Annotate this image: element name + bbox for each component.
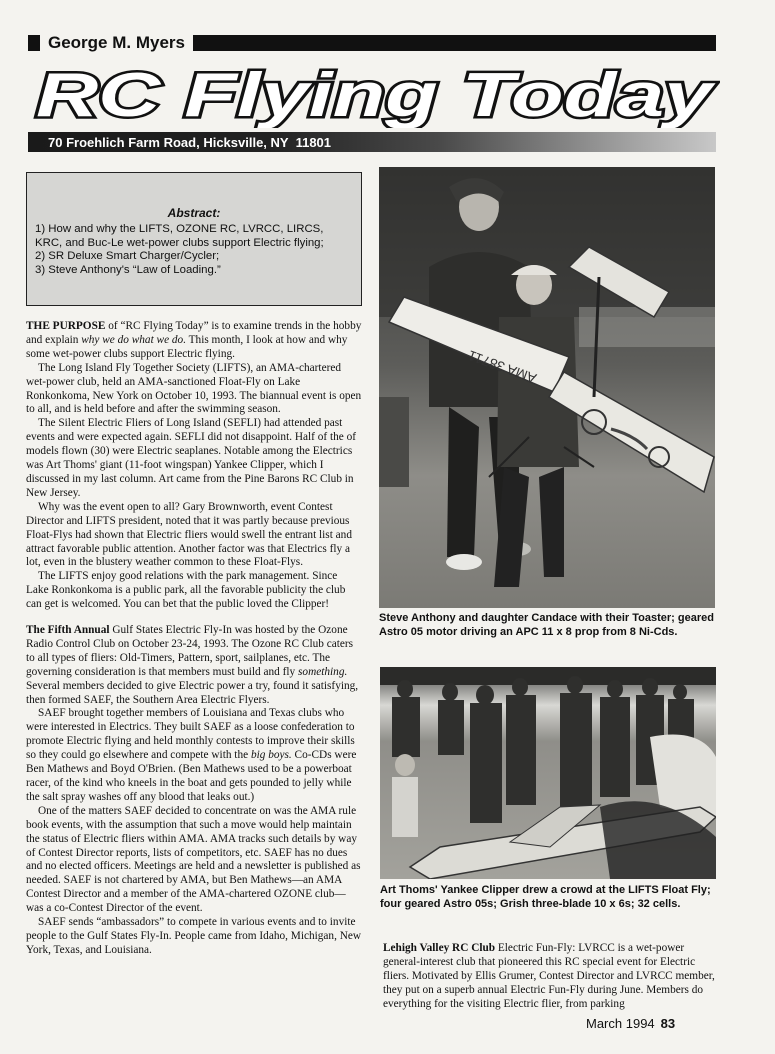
text-run: Co-CDs were Ben Mathews and Boyd O'Brien. (Ben Mathews used to be a powerboat racer, of the kind who kneels in the boat and gets pounded to jelly while the salt spray washes off any blood that leaks out.) bbox=[26, 749, 357, 803]
emphasis: big boys. bbox=[250, 749, 292, 762]
paragraph: The Silent Electric Fliers of Long Island (SEFLI) had attended past events and were expected again. SEFLI did not disappoint. Half of the of models flown (30) were Electric seaplanes. Notable among the Electrics was Art Thoms' giant (11-foot wingspan) Yankee Clipper, which I discussed in my last column. Art came from the Pine Barons RC Club in New Jersey. bbox=[26, 417, 357, 499]
lead-in: The Fifth Annual bbox=[26, 624, 110, 637]
byline-square bbox=[28, 35, 40, 51]
photo-caption: Art Thoms' Yankee Clipper drew a crowd at the LIFTS Float Fly; four geared Astro 05s; Grish three-blade 10 x 6s; 32 cells. bbox=[380, 884, 711, 910]
author-name: George M. Myers bbox=[48, 33, 185, 52]
paragraph: Why was the event open to all? Gary Brownworth, event Contest Director and LIFTS president, noted that it was partly because previous Float-Flys had shown that Electric fliers would swell the entrant list and attract favorable public attention. Another factor was that Electrics fly a lot, even in the blustery weather common to these Float-Flys. bbox=[26, 500, 352, 569]
photo-caption: Steve Anthony and daughter Candace with their Toaster; geared Astro 05 motor driving an APC 11 x 8 prop from 8 Ni-Cds. bbox=[379, 612, 714, 638]
paragraph bbox=[26, 707, 362, 804]
fuselage-registration: AMA 38711 bbox=[465, 347, 539, 387]
paragraph bbox=[383, 942, 715, 1012]
abstract-item: 2) SR Deluxe Smart Charger/Cycler; bbox=[35, 250, 220, 263]
text-run: Several members decided to give Electric power a try, found it satisfying, then formed SAEF, the Southern Area Electric Flyers. bbox=[26, 679, 359, 706]
text-run: Gulf States Electric Fly-In was hosted by the Ozone Radio Control Club on October 23-24, 1993. The Ozone RC Club caters to all types of fliers: Old-Timers, Pattern, sport, sailplanes, etc. The governing consideration is that members must build and fly bbox=[26, 624, 354, 678]
lead-in: THE PURPOSE bbox=[26, 320, 106, 332]
paragraph: One of the matters SAEF decided to concentrate on was the AMA rule book events, with the assumption that such a move would help maintain the status of Electric fliers within AMA. AMA tracks such details by way of Contest Director reports, lists of competitors, etc. SAEF has no dues and no elected officers. Meetings are held and a newsletter is published as needed. SAEF is not chartered by AMA, but Ben Mathews—an AMA Contest Director and a member of the AMA-chartered OZONE club—was a co-Contest Director of the event. bbox=[26, 804, 361, 915]
abstract-heading: Abstract: bbox=[167, 206, 221, 220]
abstract-box bbox=[26, 172, 362, 306]
article-left-column bbox=[26, 320, 362, 958]
address-text: 70 Froehlich Farm Road, Hicksville, NY 11801 bbox=[48, 134, 332, 150]
abstract-item: 3) Steve Anthony's “Law of Loading.” bbox=[35, 263, 221, 276]
paragraph: SAEF sends “ambassadors” to compete in various events and to invite people to the Gulf States Fly-In. People came from Idaho, Michigan, New York, Texas, and Louisiana. bbox=[26, 916, 362, 956]
lead-in: Lehigh Valley RC Club bbox=[383, 942, 496, 954]
byline-rule bbox=[193, 35, 716, 51]
photo-crowd bbox=[380, 667, 716, 879]
abstract-list bbox=[35, 223, 353, 277]
paragraph bbox=[26, 320, 362, 362]
issue-date: March 1994 bbox=[586, 1016, 655, 1031]
article-right-column bbox=[383, 942, 715, 1012]
spacer bbox=[26, 612, 362, 624]
emphasis: something. bbox=[298, 665, 348, 678]
text-run: of “RC Flying Today” is to examine trends in the hobby and explain bbox=[26, 320, 362, 346]
masthead-title: RC Flying Today bbox=[36, 61, 717, 128]
address-bar bbox=[28, 132, 716, 152]
text-run: SAEF brought together members of Louisiana and Texas clubs who were interested in Electrics. They built SAEF as a loose confederation to promote Electric flying and held monthly contests to improve their skills so they could go elsewhere and compete with the bbox=[26, 707, 355, 762]
abstract-item: 1) How and why the LIFTS, OZONE RC, LVRCC, LIRCS, KRC, and Buc-Le wet-power clubs support Electric flying; bbox=[35, 223, 324, 249]
text-run: This month, I look at how and why some wet-power clubs support Electric flying. bbox=[26, 333, 348, 360]
paragraph bbox=[26, 624, 362, 707]
masthead bbox=[30, 58, 720, 128]
byline bbox=[28, 34, 716, 52]
paragraph: The LIFTS enjoy good relations with the park management. Since Lake Ronkonkoma is a public park, all the favorable publicity the club can get is welcomed. You can bet that the public loved the Clipper! bbox=[26, 570, 346, 611]
text-run: Electric Fun-Fly: LVRCC is a wet-power general-interest club that pioneered this RC special event for Electric fliers. Motivated by Ellis Grumer, Contest Director and LVRCC member, they put on a superb annual Electric Fun-Fly during June. Members do everything for the visiting Electric flier, from parking bbox=[383, 942, 715, 1010]
photo-toaster bbox=[379, 167, 715, 608]
paragraph: The Long Island Fly Together Society (LIFTS), an AMA-chartered wet-power club, held an AMA-sanctioned Float-Fly on Lake Ronkonkoma, New York on October 10, 1993. The biannual event is open to all, and is held before and after the swimming season. bbox=[26, 361, 362, 416]
emphasis: why we do what we do. bbox=[81, 333, 187, 346]
page-footer bbox=[586, 1016, 675, 1031]
page-number: 83 bbox=[660, 1016, 676, 1031]
